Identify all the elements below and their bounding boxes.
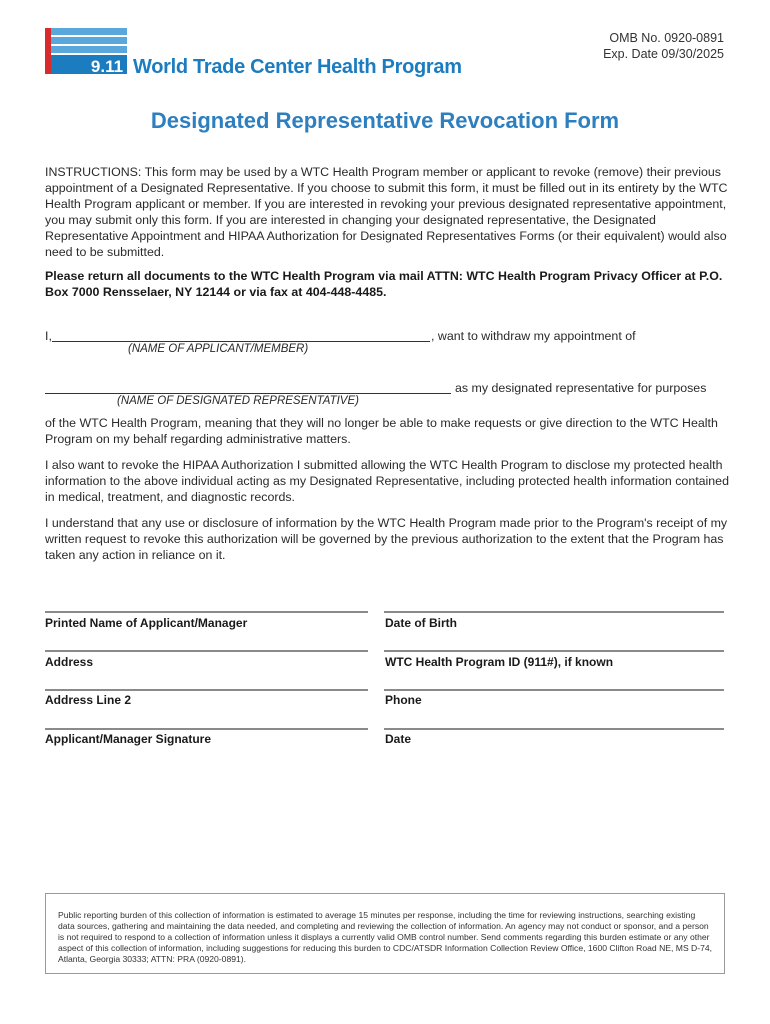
burden-statement: Public reporting burden of this collection of information is estimated to average 15 minutes per response, including the time for reviewing instructions, searching existing data sources, gathering and maintaining the data needed, and completing and reviewing the collection of information. An agency may not conduct or sponsor, and a person is not required to respond to a collection of information unless it displays a currently valid OMB control number. Send comments regarding this burden estimate or any other aspect of this collection of information, including suggestions for reducing this burden to CDC/ATSDR Information Collection Review Office, 1600 Clifton Road NE, MS D-74, Atlanta, Georgia 30333; ATTN: PRA (0920-0891).	[58, 910, 713, 964]
statement-continuation: of the WTC Health Program, meaning that they will no longer be able to make requests or give direction to the WTC Health Program on my behalf regarding administrative matters.	[45, 416, 718, 446]
address-line2-input[interactable]	[45, 670, 372, 690]
date-of-birth-label: Date of Birth	[385, 616, 457, 630]
phone-label: Phone	[385, 693, 422, 707]
phone-input[interactable]	[384, 670, 728, 690]
statement-rep-text: as my designated representative for purposes	[455, 381, 707, 395]
instructions-paragraph: INSTRUCTIONS: This form may be used by a WTC Health Program member or applicant to revoke (remove) their previous appointment of a Designated Representative. If you choose to submit this form, it must be filled out in its entirety by the WTC Health Program applicant or member. If you are interested in revoking your previous designated representative appointment, you may submit only this form. If you are interested in changing your designated representative, the Designated Representative Appointment and HIPAA Authorization for Designated Representatives Forms (or their equivalent) would also need to be submitted.	[45, 165, 728, 259]
hipaa-paragraph: I also want to revoke the HIPAA Authorization I submitted allowing the WTC Health Program to disclose my protected health information to the above individual acting as my Designated Representative, including protected health information contained in medical, treatment, and diagnostic records.	[45, 458, 729, 504]
statement-withdraw-text: , want to withdraw my appointment of	[431, 329, 636, 343]
date-input[interactable]	[384, 709, 728, 729]
form-title: Designated Representative Revocation Form	[150, 108, 620, 133]
applicant-name-label: (NAME OF APPLICANT/MEMBER)	[128, 343, 309, 355]
program-id-input[interactable]	[384, 631, 728, 651]
wtc-logo-mark	[45, 28, 127, 74]
address-input[interactable]	[45, 631, 372, 651]
representative-name-input[interactable]	[47, 378, 453, 395]
wtc-flag-icon	[45, 28, 127, 74]
address-label: Address	[45, 655, 94, 669]
omb-number: OMB No. 0920-0891	[609, 31, 724, 45]
logo-mark-text: 9.11	[90, 57, 124, 74]
signature-label: Applicant/Manager Signature	[45, 732, 212, 746]
address-line2-label: Address Line 2	[45, 693, 132, 707]
understand-paragraph: I understand that any use or disclosure of information by the WTC Health Program made prior to the Program's receipt of my written request to revoke this authorization will be governed by the previous authorization to the extent that the Program has taken any action in reliance on it.	[45, 516, 728, 562]
printed-name-input[interactable]	[45, 592, 372, 612]
burden-statement-box	[45, 893, 725, 974]
omb-block	[603, 30, 724, 62]
applicant-name-input[interactable]	[54, 326, 432, 343]
program-id-label: WTC Health Program ID (911#), if known	[385, 655, 614, 669]
signature-input[interactable]	[45, 709, 372, 729]
date-of-birth-input[interactable]	[384, 592, 728, 612]
date-label: Date	[385, 732, 412, 746]
return-notice: Please return all documents to the WTC Health Program via mail ATTN: WTC Health Program Privacy Officer at P.O. Box 7000 Rensselaer, NY 12144 or via fax at 404-448-4485.	[45, 269, 723, 299]
statement-prefix: I,	[45, 329, 52, 343]
representative-name-label: (NAME OF DESIGNATED REPRESENTATIVE)	[117, 395, 359, 407]
omb-expiration: Exp. Date 09/30/2025	[603, 47, 724, 61]
printed-name-label: Printed Name of Applicant/Manager	[45, 616, 248, 630]
program-name: World Trade Center Health Program	[133, 56, 462, 78]
